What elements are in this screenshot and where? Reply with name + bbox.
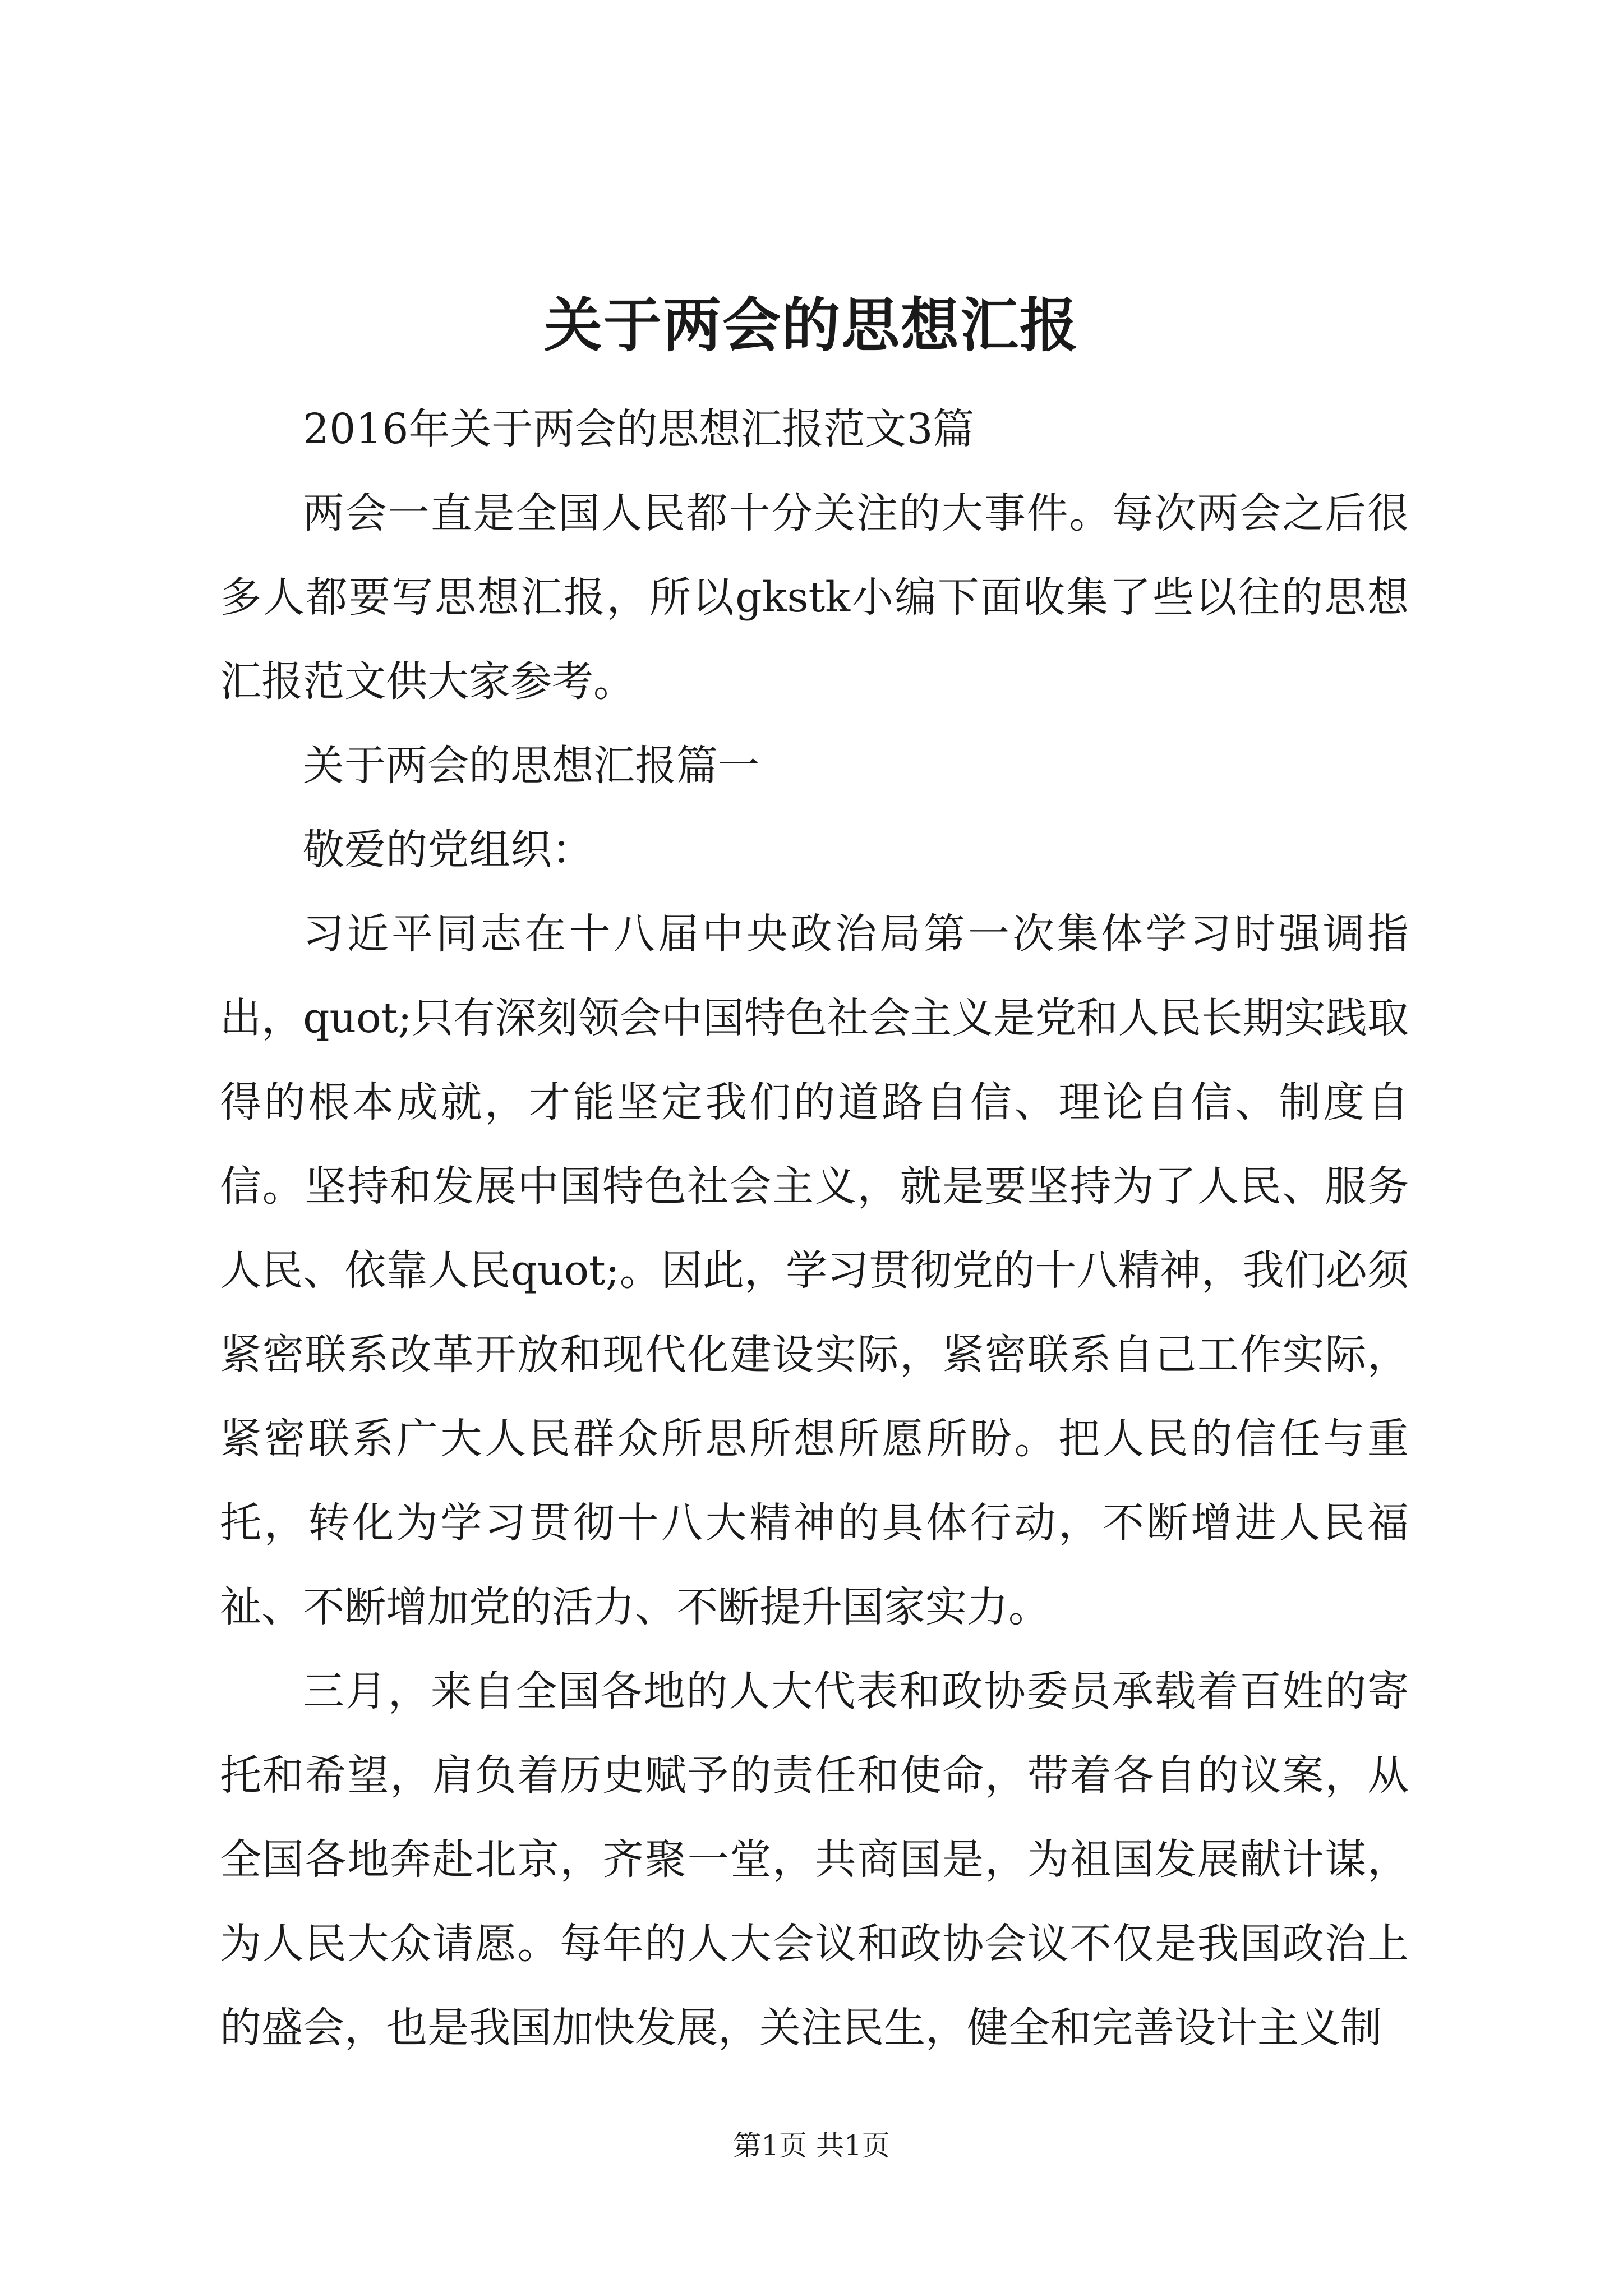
page-number-footer: 第1页 共1页 (733, 2129, 890, 2162)
body-paragraph: 习近平同志在十八届中央政治局第一次集体学习时强调指出，quot;只有深刻领会中国特色社会主义是党和人民长期实践取得的根本成就，才能坚定我们的道路自信、理论自信、制度自信。坚持和发展中国特色社会主义，就是要坚持为了人民、服务人民、依靠人民quot;。因此，学习贯彻党的十八精神，我们必须紧密联系改革开放和现代化建设实际，紧密联系自己工作实际，紧密联系广大人民群众所思所想所愿所盼。把人民的信任与重托，转化为学习贯彻十八大精神的具体行动，不断增进人民福祉、不断增加党的活力、不断提升国家实力。 (220, 910, 1409, 1631)
intro-paragraph: 两会一直是全国人民都十分关注的大事件。每次两会之后很多人都要写思想汇报，所以gkstk小编下面收集了些以往的思想汇报范文供大家参考。 (220, 489, 1409, 706)
subtitle-paragraph: 2016年关于两会的思想汇报范文3篇 (303, 405, 975, 453)
document-body (220, 387, 1409, 2070)
section-heading: 关于两会的思想汇报篇一 (303, 742, 759, 790)
document-title: 关于两会的思想汇报 (543, 291, 1079, 360)
body-paragraph: 三月，来自全国各地的人大代表和政协委员承载着百姓的寄托和希望，肩负着历史赋予的责任和使命，带着各自的议案，从全国各地奔赴北京，齐聚一堂，共商国是，为祖国发展献计谋，为人民大众请愿。每年的人大会议和政协会议不仅是我国政治上的盛会，也是我国加快发展，关注民生，健全和完善设计主义制 (220, 1667, 1409, 2052)
salutation: 敬爱的党组织： (303, 826, 593, 874)
